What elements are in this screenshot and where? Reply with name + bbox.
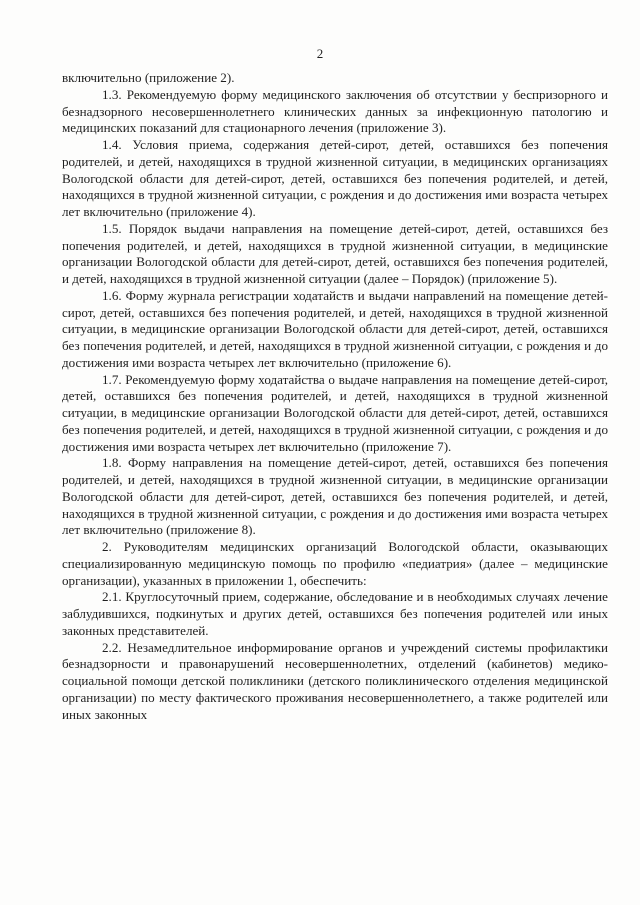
paragraph-continuation: включительно (приложение 2). <box>62 70 235 85</box>
paragraph-1-7: 1.7. Рекомендуемую форму ходатайства о выдаче направления на помещение детей-сирот, детей, оставшихся без попечения родителей, и детей, находящихся в трудной жизненной ситуации, в медицинские организации Вологодской области для детей-сирот, детей, оставшихся без попечения родителей, и детей, находящихся в трудной жизненной ситуации, с рождения и до достижения ими возраста четырех лет включительно (приложение 7). <box>62 371 608 454</box>
document-body <box>62 70 608 723</box>
paragraph-1-6: 1.6. Форму журнала регистрации ходатайств и выдачи направлений на помещение детей-сирот, детей, оставшихся без попечения родителей, и детей, находящихся в трудной жизненной ситуации, в медицинские организации Вологодской области для детей-сирот, детей, оставшихся без попечения родителей, и детей, находящихся в трудной жизненной ситуации, с рождения и до достижения ими возраста четырех лет включительно (приложение 6). <box>62 287 608 370</box>
paragraph-1-8: 1.8. Форму направления на помещение детей-сирот, детей, оставшихся без попечения родителей, и детей, находящихся в трудной жизненной ситуации, в медицинские организации Вологодской области для детей-сирот, детей, оставшихся без попечения родителей, и детей, находящихся в трудной жизненной ситуации, с рождения и до достижения ими возраста четырех лет включительно (приложение 8). <box>62 455 608 538</box>
paragraph-2-1: 2.1. Круглосуточный прием, содержание, обследование и в необходимых случаях лечение заблудившихся, подкинутых и других детей, оставшихся без попечения родителей или иных законных представителей. <box>62 589 608 638</box>
page-number: 2 <box>316 46 324 61</box>
paragraph-1-4: 1.4. Условия приема, содержания детей-сирот, детей, оставшихся без попечения родителей, и детей, находящихся в трудной жизненной ситуации, в медицинских организациях Вологодской области для детей-сирот, детей, оставшихся без попечения родителей, и детей, находящихся в трудной жизненной ситуации, с рождения и до достижения ими возраста четырех лет включительно (приложение 4). <box>62 137 608 219</box>
paragraph-2: 2. Руководителям медицинских организаций Вологодской области, оказывающих специализированную медицинскую помощь по профилю «педиатрия» (далее – медицинские организации), указанных в приложении 1, обеспечить: <box>62 539 608 588</box>
paragraph-2-2: 2.2. Незамедлительное информирование органов и учреждений системы профилактики безнадзорности и правонарушений несовершеннолетних, отделений (кабинетов) медико-социальной помощи детской поликлиники (детского поликлинического отделения медицинской организации) по месту фактического проживания несовершеннолетнего, а также родителей или иных законных <box>62 639 608 722</box>
paragraph-1-3: 1.3. Рекомендуемую форму медицинского заключения об отсутствии у беспризорного и безнадзорного несовершеннолетнего клинических данных за инфекционную патологию и медицинских показаний для стационарного лечения (приложение 3). <box>62 86 608 136</box>
paragraph-1-5: 1.5. Порядок выдачи направления на помещение детей-сирот, детей, оставшихся без попечения родителей, и детей, находящихся в трудной жизненной ситуации, в медицинские организации Вологодской области для детей-сирот, детей, оставшихся без попечения родителей, и детей, находящихся в трудной жизненной ситуации (далее – Порядок) (приложение 5). <box>62 220 608 286</box>
